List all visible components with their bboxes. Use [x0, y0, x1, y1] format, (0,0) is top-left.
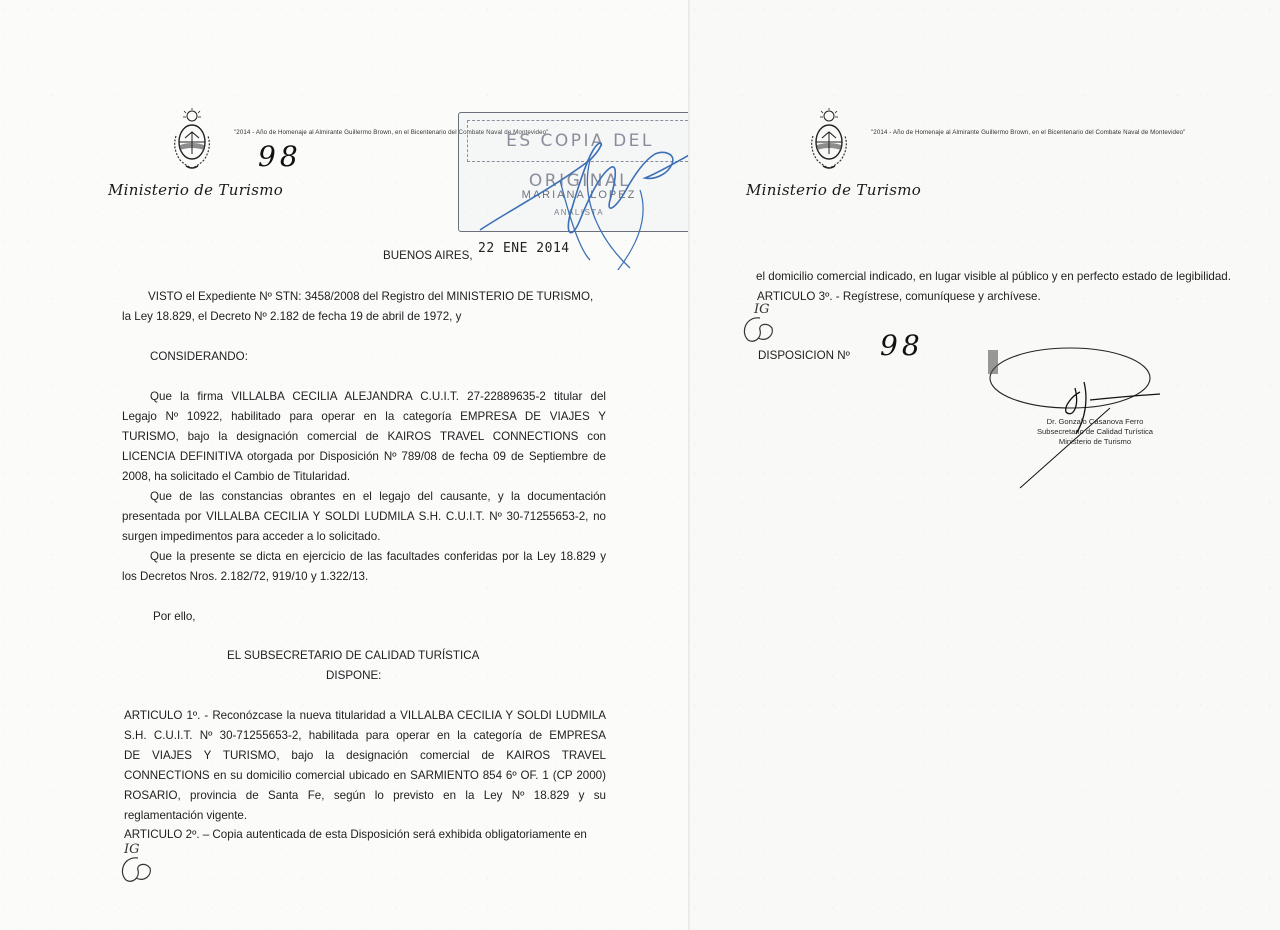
articulo-line-3: DE VIAJES Y TURISMO, bajo la designación comercial de KAIROS TRAVEL: [124, 749, 606, 762]
initials-scribble-icon: [738, 312, 778, 346]
considerando-line-6: Que de las constancias obrantes en el legajo del causante, y la documentación: [150, 490, 606, 503]
signatory-block: [1015, 417, 1175, 447]
initials-scribble-icon: [116, 852, 156, 886]
considerando-line-4: LICENCIA DEFINITIVA otorgada por Disposición Nº 789/08 de fecha 09 de Septiembre de: [122, 450, 606, 463]
visto-line-2: la Ley 18.829, el Decreto Nº 2.182 de fecha 19 de abril de 1972, y: [122, 310, 462, 323]
closing-line-1: el domicilio comercial indicado, en lugar visible al público y en perfecto estado de legibilidad.: [756, 270, 1231, 283]
signatory-title: Subsecretario de Calidad Turística: [1036, 427, 1154, 436]
initials-mark: IG: [754, 302, 770, 317]
considerando-line-1: Que la firma VILLALBA CECILIA ALEJANDRA C.U.I.T. 27-22889635-2 titular del: [150, 390, 606, 403]
articulo-line-4: CONNECTIONS en su domicilio comercial ubicado en SARMIENTO 854 6º OF. 1 (CP 2000): [124, 769, 606, 782]
year-motto: "2014 - Año de Homenaje al Almirante Guillermo Brown, en el Bicentenario del Combate Naval de Montevideo": [871, 129, 1186, 136]
articulo-line-6: reglamentación vigente.: [124, 809, 248, 822]
considerando-line-2: Legajo Nº 10922, habilitado para operar en la categoría EMPRESA DE VIAJES Y: [122, 410, 606, 423]
signatory-org: Ministerio de Turismo: [1058, 437, 1132, 446]
articulo-line-5: ROSARIO, provincia de Santa Fe, según lo previsto en la Ley Nº 18.829 y su: [124, 789, 606, 802]
considerando-line-8: surgen impedimentos para acceder a lo solicitado.: [122, 530, 381, 543]
initials-mark: IG: [124, 842, 140, 857]
disposition-number-handwritten: 98: [880, 329, 924, 362]
considerando-line-7: presentada por VILLALBA CECILIA Y SOLDI LUDMILA S.H. C.U.I.T. Nº 30-71255653-2, no: [122, 510, 606, 523]
considerando-line-9: Que la presente se dicta en ejercicio de las facultades conferidas por la Ley 18.829 y: [150, 550, 606, 563]
date-stamp: 22 ENE 2014: [478, 241, 570, 256]
visto-line-1: VISTO el Expediente Nº STN: 3458/2008 del Registro del MINISTERIO DE TURISMO,: [148, 290, 594, 303]
articulo-line-2: S.H. C.U.I.T. Nº 30-71255653-2, habilitada para operar en la categoría de EMPRESA: [124, 729, 606, 742]
copy-stamp-title: ES COPIA DEL ORIGINAL: [467, 120, 690, 162]
articulo-line-1: ARTICULO 1º. - Reconózcase la nueva titularidad a VILLALBA CECILIA Y SOLDI LUDMILA: [124, 709, 606, 722]
year-motto: "2014 - Año de Homenaje al Almirante Guillermo Brown, en el Bicentenario del Combate Naval de Montevideo": [234, 129, 549, 136]
coat-of-arms-icon: [170, 108, 214, 172]
authority-heading: EL SUBSECRETARIO DE CALIDAD TURÍSTICA: [227, 649, 480, 662]
right-page: [690, 0, 1280, 930]
articulo-line-7: ARTICULO 2º. – Copia autenticada de esta Disposición será exhibida obligatoriamente en: [124, 828, 587, 841]
articulo-3-line: ARTICULO 3º. - Regístrese, comuníquese y archívese.: [757, 290, 1041, 303]
ministry-name: Ministerio de Turismo: [746, 181, 922, 199]
place-label: BUENOS AIRES,: [383, 249, 473, 262]
copy-stamp-role: ANALISTA: [553, 208, 605, 217]
signatory-name: Dr. Gonzalo Casanova Ferro: [1046, 417, 1144, 426]
coat-of-arms-icon: [807, 108, 851, 172]
copy-stamp-name: MARIANA LOPEZ: [521, 189, 637, 201]
blue-signature-icon: [440, 120, 690, 270]
disposition-number-handwritten: 98: [258, 140, 302, 173]
por-ello: Por ello,: [153, 610, 196, 623]
considerando-line-5: 2008, ha solicitado el Cambio de Titularidad.: [122, 470, 351, 483]
disposition-label: DISPOSICION Nº: [758, 349, 850, 362]
considerando-line-3: TURISMO, bajo la designación comercial de KAIROS TRAVEL CONNECTIONS con: [122, 430, 606, 443]
considerando-heading: CONSIDERANDO:: [150, 350, 248, 363]
ministry-name: Ministerio de Turismo: [108, 181, 284, 199]
considerando-line-10: los Decretos Nros. 2.182/72, 919/10 y 1.322/13.: [122, 570, 369, 583]
dispone-heading: DISPONE:: [326, 669, 382, 682]
